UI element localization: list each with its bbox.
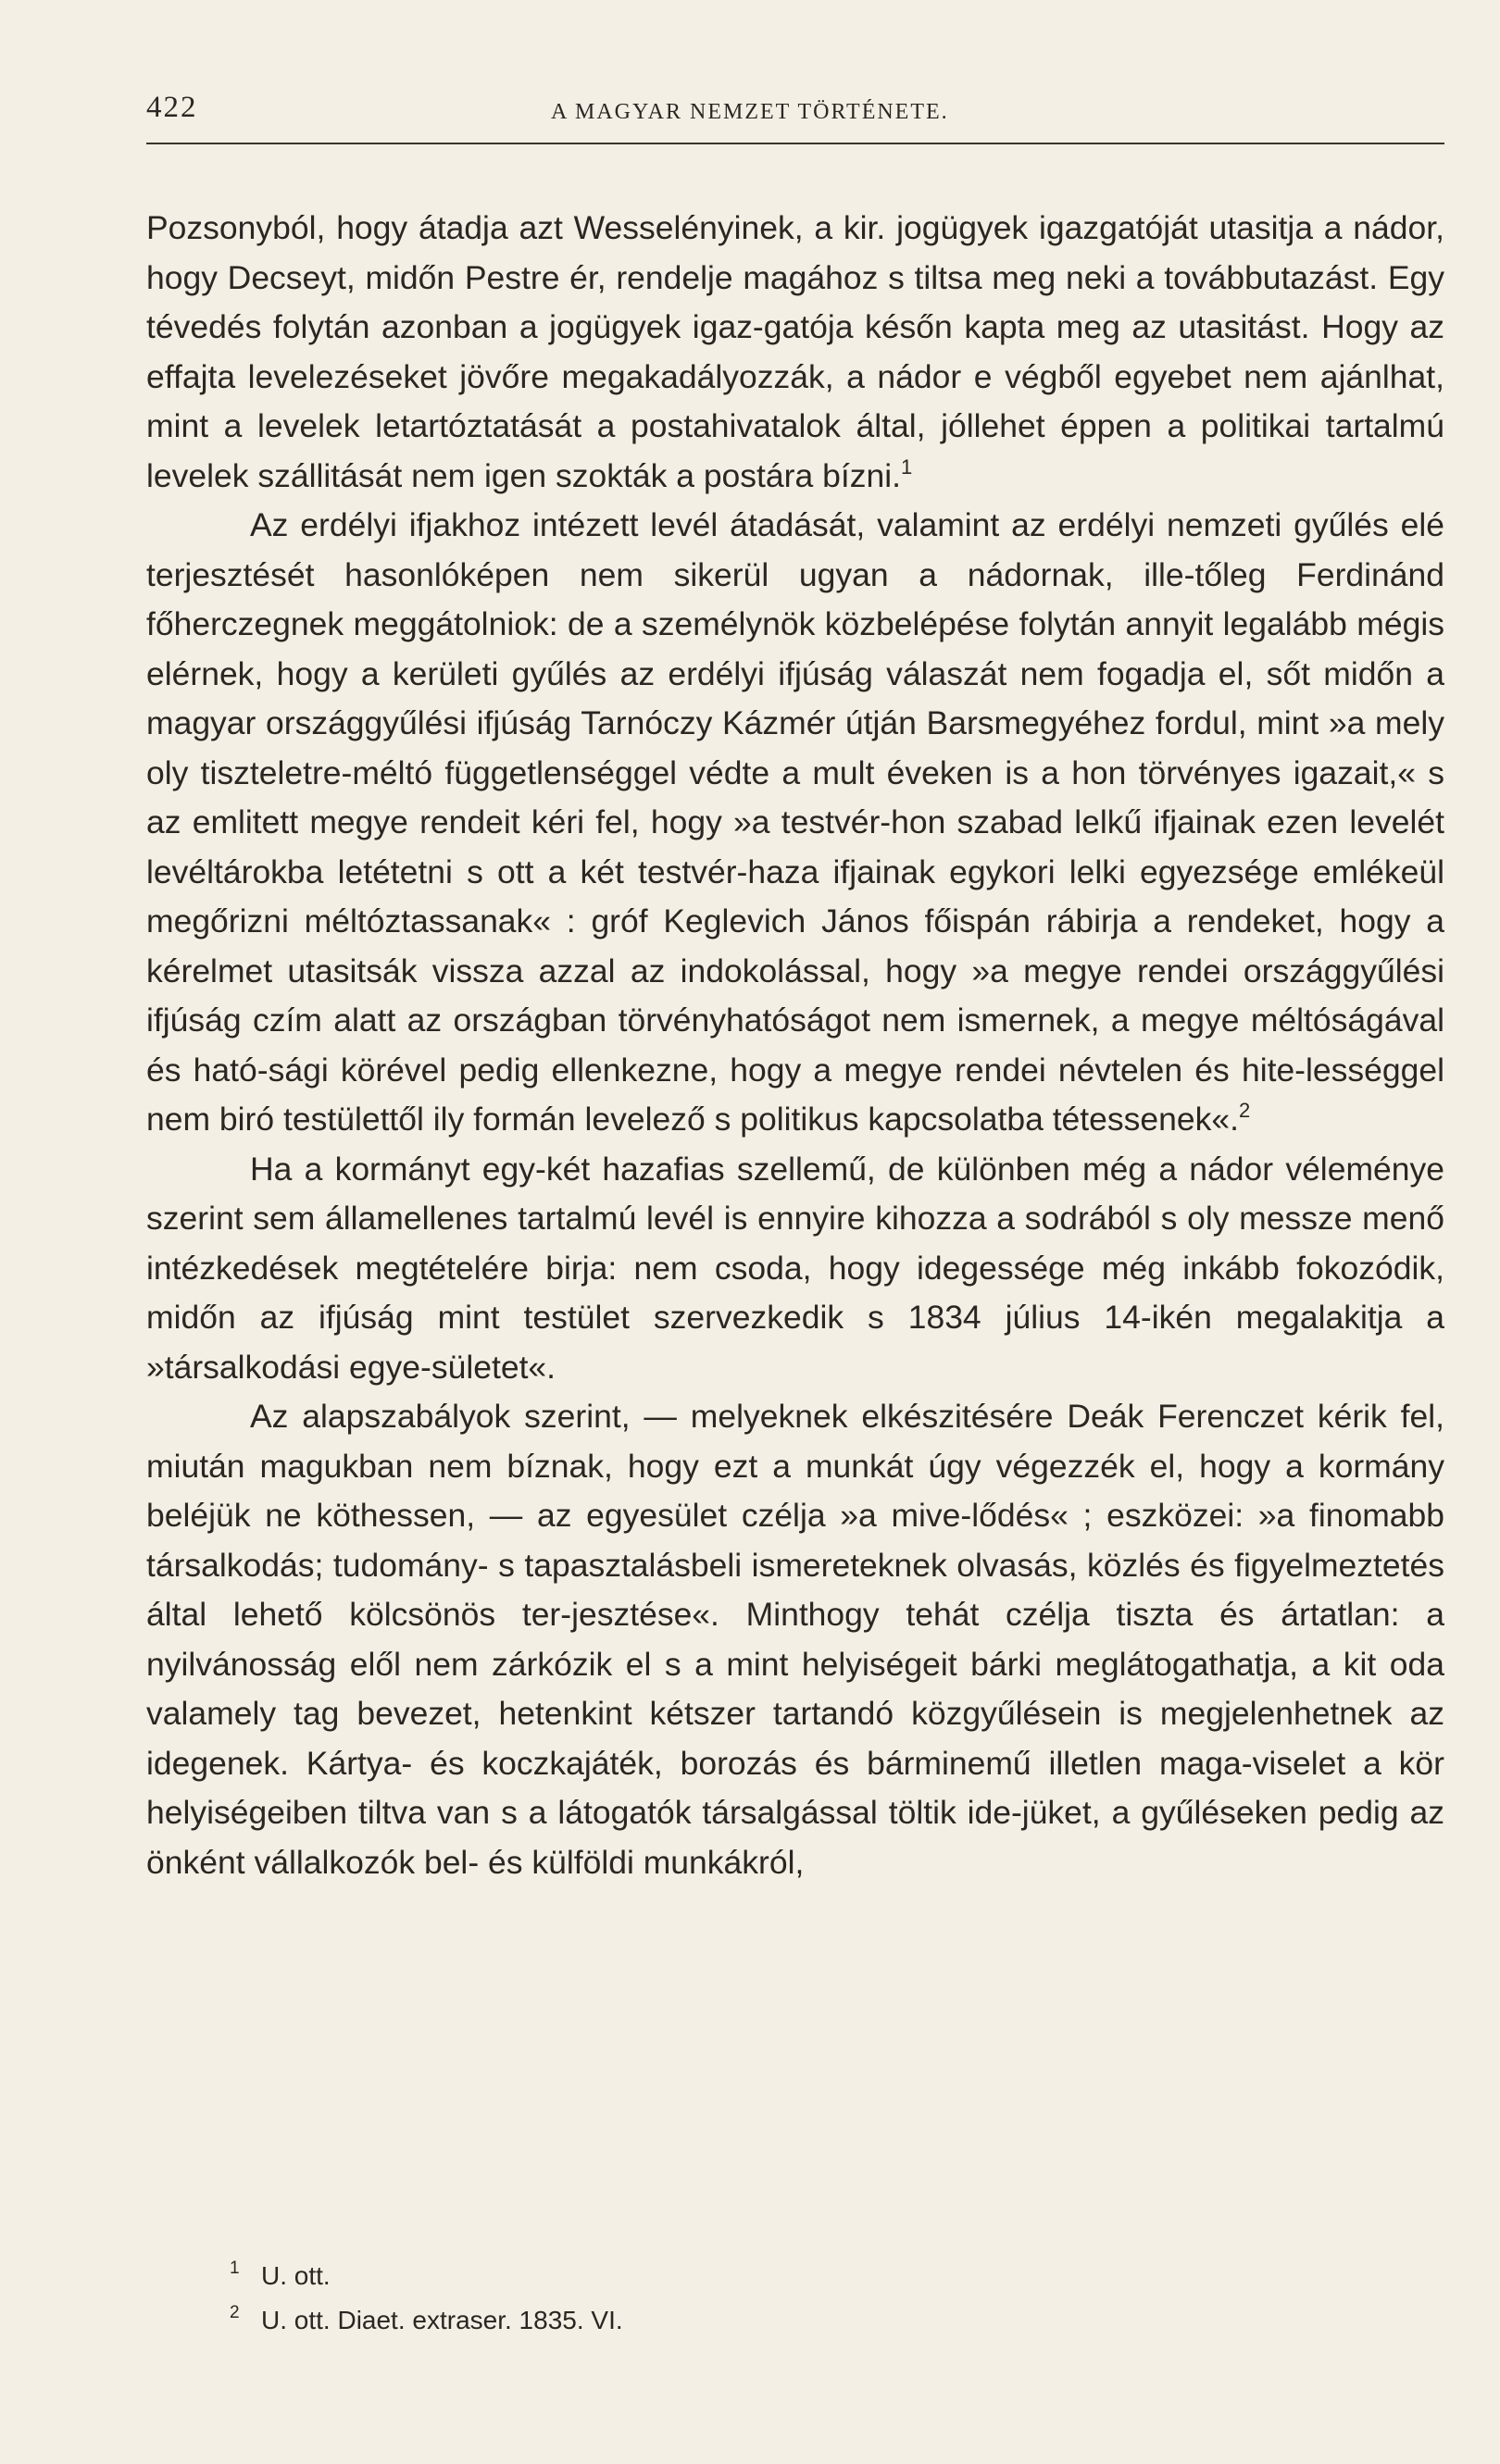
footnote-2: 2 U. ott. Diaet. extraser. 1835. VI. (230, 2303, 623, 2334)
running-head (146, 83, 1444, 139)
paragraph-1-text: Pozsonyból, hogy átadja azt Wesselényinek, a kir. jogügyek igazgatóját utasitja a nádor, hogy Decseyt, midőn Pestre ér, rendelje magához s tiltsa meg neki a továbbutazást. Egy tévedés folytán azonban a jogügyek igaz-gatója későn kapta meg az utasitást. Hogy az effajta levelezéseket jövőre megakadályozzák, a nádor e végből egyebet nem ajánlhat, mint a levelek letartóztatását a postahivatalok által, jóllehet éppen a politikai tartalmú levelek szállitását nem igen szokták a postára bízni. (146, 209, 1444, 494)
paragraph-2 (146, 501, 1444, 1145)
body-text (146, 204, 1444, 1887)
running-title: A MAGYAR NEMZET TÖRTÉNETE. (551, 100, 949, 124)
paragraph-1 (146, 204, 1444, 501)
header-rule (146, 143, 1444, 144)
footnotes (230, 2254, 1341, 2343)
paragraph-3: Ha a kormányt egy-két hazafias szellemű, de különben még a nádor véleménye szerint sem államellenes tartalmú levél is ennyire kihozza a sodrából s oly messze menő intézkedések megtételére birja: nem csoda, hogy idegessége még inkább fokozódik, midőn az ifjúság mint testület szervezkedik s 1834 július 14-ikén megalakitja a »társalkodási egye-sületet«. (146, 1150, 1444, 1386)
page-number: 422 (146, 91, 198, 124)
paragraph-4: Az alapszabályok szerint, — melyeknek elkészitésére Deák Ferenczet kérik fel, miután magukban nem bíznak, hogy ezt a munkát úgy végezzék el, hogy a kormány beléjük ne köthessen, — az egyesület czélja »a mive-lődés« ; eszközei: »a finomabb társalkodás; tudomány- s tapasztalásbeli ismereteknek olvasás, közlés és figyelmeztetés által lehető kölcsönös ter-jesztése«. Minthogy tehát czélja tiszta és ártatlan: a nyilvánosság elől nem zárkózik el s a mint helyiségeit bárki meglátogathatja, a kit oda valamely tag bevezet, hetenkint kétszer tartandó közgyűlésein is megjelenhetnek az idegenek. Kártya- és koczkajáték, borozás és bárminemű illetlen maga-viselet a kör helyiségeiben tiltva van s a látogatók társalgással töltik ide-jüket, a gyűléseken pedig az önként vállalkozók bel- és külföldi munkákról, (146, 1398, 1444, 1881)
footnote-1: 1 U. ott. (230, 2259, 331, 2290)
paragraph-2-text: Az erdélyi ifjakhoz intézett levél átadását, valamint az erdélyi nemzeti gyűlés elé terjesztését hasonlóképen nem sikerül ugyan a nádornak, ille-tőleg Ferdinánd főherczegnek meggátolniok: de a személynök közbelépése folytán annyit legalább mégis elérnek, hogy a kerületi gyűlés az erdélyi ifjúság válaszát nem fogadja el, sőt midőn a magyar országgyűlési ifjúság Tarnóczy Kázmér útján Barsmegyéhez fordul, mint »a mely oly tiszteletre-méltó függetlenséggel védte a mult éveken is a hon törvényes igazait,« s az emlitett megye rendeit kéri fel, hogy »a testvér-hon szabad lelkű ifjainak ezen levelét levéltárokba letétetni s ott a két testvér-haza ifjainak egykori lelki egyezsége emlékeül megőrizni méltóztassanak« : gróf Keglevich János főispán rábirja a rendeket, hogy a kérelmet utasitsák vissza azzal az indokolással, hogy »a megye rendei országgyűlési ifjúság czím alatt az országban törvényhatóságot nem ismernek, a megye méltóságával és ható-sági körével pedig ellenkezne, hogy a megye rendei névtelen és hite-lességgel nem biró testülettől ily formán levelező s politikus kapcsolatba tétessenek«. (146, 506, 1444, 1138)
footnote-text-2: U. ott. Diaet. extraser. 1835. VI. (261, 2306, 623, 2334)
footnote-ref-1: 1 (900, 454, 913, 479)
page (146, 83, 1444, 2334)
footnote-text-1: U. ott. (261, 2261, 331, 2290)
footnote-ref-2: 2 (1239, 1099, 1251, 1122)
